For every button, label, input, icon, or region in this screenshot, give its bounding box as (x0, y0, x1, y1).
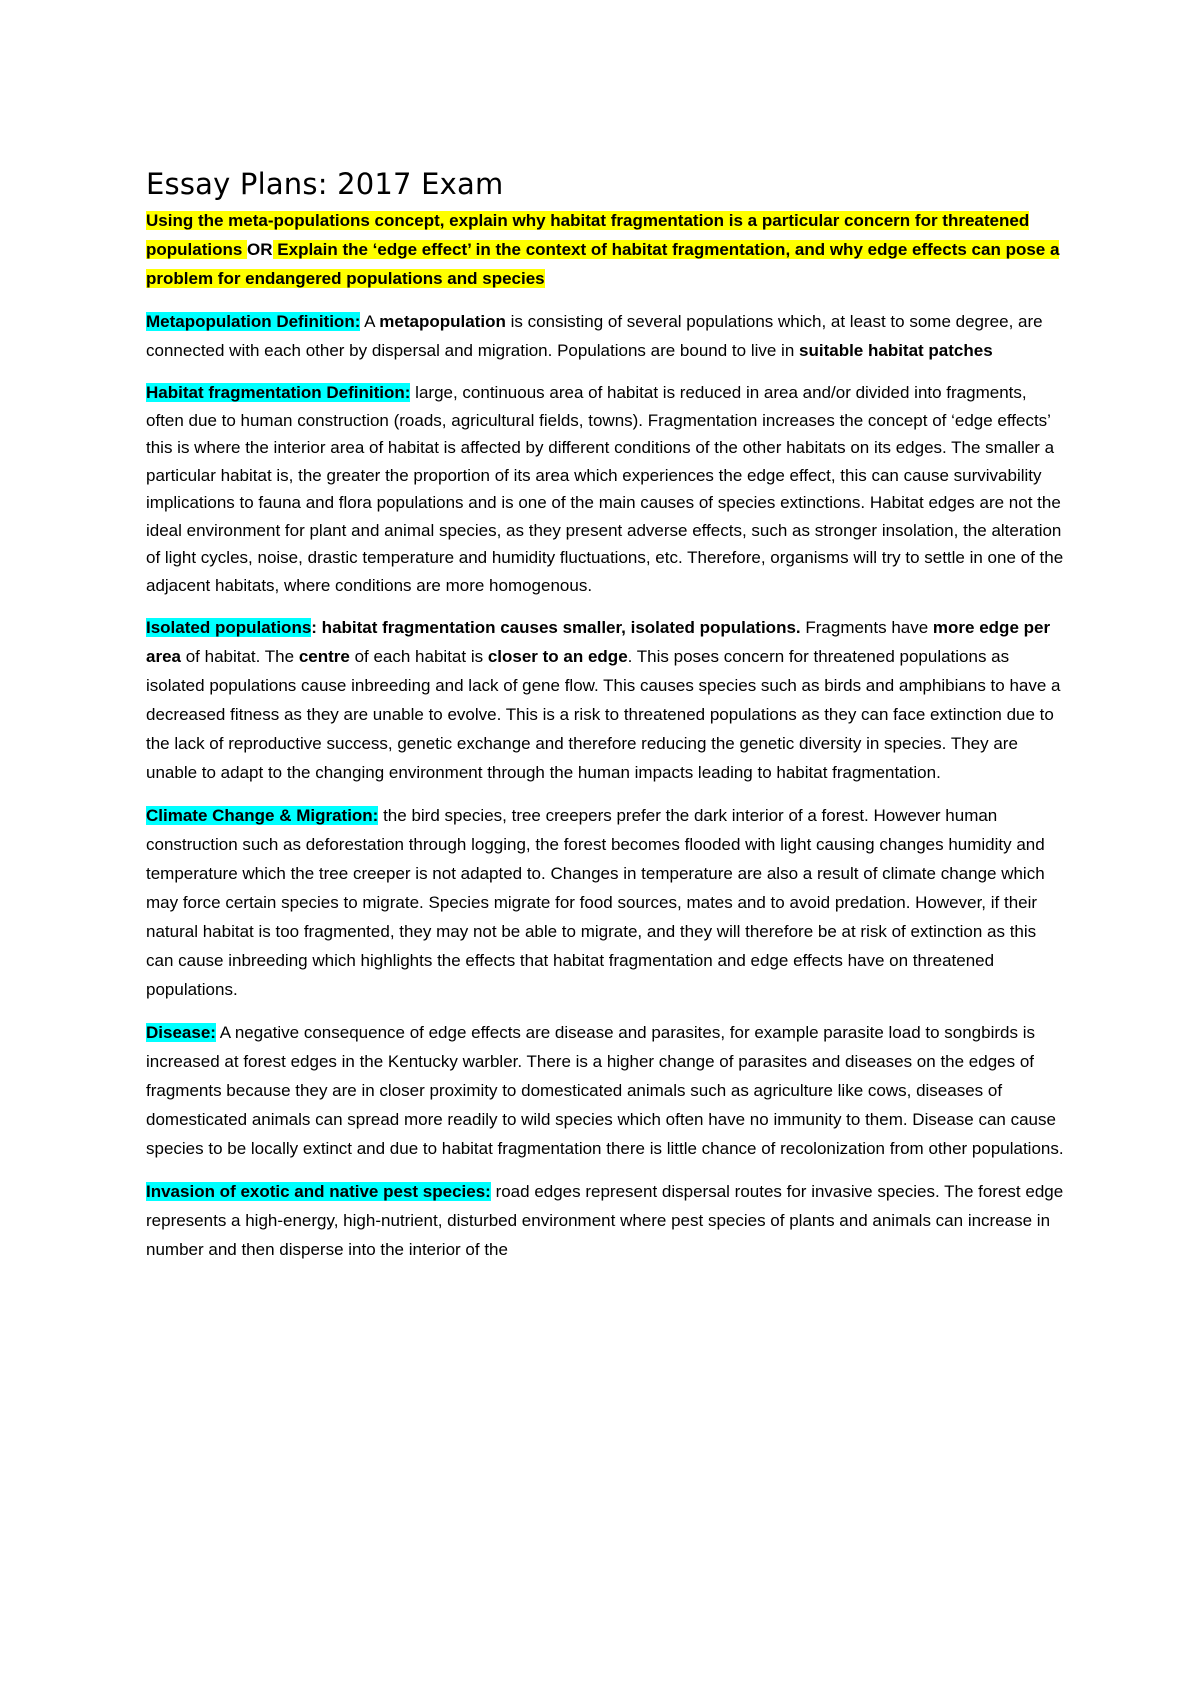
isolated-bold-2: more edge per area (146, 618, 1051, 667)
isolated-heading: Isolated populations (146, 618, 312, 638)
climate-text: the bird species, tree creepers prefer the dark interior of a forest. However human construction such as deforestation through logging, the forest becomes flooded with light causing changes humidity and temperature which the tree creeper is not adapted to. Changes in temperature are also a result of climate change which may force certain species to migrate. Species migrate for food sources, mates and to avoid predation. However, if their natural habitat is too fragmented, they may not be able to migrate, and they will therefore be at risk of extinction as this can cause inbreeding which highlights the effects that habitat fragmentation and edge effects have on threatened populations. (146, 806, 1045, 1000)
metapopulation-bold-2: suitable habitat patches (799, 341, 993, 361)
question-part1: Using the meta-populations concept, explain why habitat fragmentation is a particular concern for threatened populations (146, 211, 1030, 260)
fragmentation-paragraph (146, 379, 1066, 599)
disease-heading: Disease: (146, 1023, 216, 1043)
document-page (146, 166, 1066, 1278)
essay-question (146, 206, 1066, 293)
metapopulation-text-1: A (360, 312, 380, 332)
climate-heading: Climate Change & Migration: (146, 806, 379, 826)
metapopulation-paragraph (146, 307, 1066, 365)
question-or: OR (247, 240, 273, 260)
isolated-paragraph (146, 613, 1066, 787)
isolated-bold-4: closer to an edge (487, 647, 628, 667)
isolated-text-2: of habitat. The (180, 647, 299, 667)
metapopulation-bold-1: metapopulation (379, 312, 506, 332)
invasion-text: road edges represent dispersal routes for invasive species. The forest edge represents a high-energy, high-nutrient, disturbed environment where pest species of plants and animals can increase in number and then disperse into the interior of the (146, 1182, 1064, 1260)
invasion-heading: Invasion of exotic and native pest species: (146, 1182, 491, 1202)
fragmentation-heading: Habitat fragmentation Definition: (146, 383, 411, 403)
isolated-text-4: . This poses concern for threatened populations as isolated populations cause inbreeding and lack of gene flow. This causes species such as birds and amphibians to have a decreased fitness as they are unable to evolve. This is a risk to threatened populations as they can face extinction due to the lack of reproductive success, genetic exchange and therefore reducing the genetic diversity in species. They are unable to adapt to the changing environment through the human impacts leading to habitat fragmentation. (146, 647, 1061, 783)
question-part2: Explain the ‘edge effect’ in the context of habitat fragmentation, and why edge effects can pose a problem for endangered populations and species (146, 240, 1060, 289)
invasion-paragraph (146, 1177, 1066, 1264)
disease-text: A negative consequence of edge effects are disease and parasites, for example parasite load to songbirds is increased at forest edges in the Kentucky warbler. There is a higher change of parasites and diseases on the edges of fragments because they are in closer proximity to domesticated animals such as agriculture like cows, diseases of domesticated animals can spread more readily to wild species which often have no immunity to them. Disease can cause species to be locally extinct and due to habitat fragmentation there is little chance of recolonization from other populations. (146, 1023, 1064, 1159)
disease-paragraph (146, 1018, 1066, 1163)
document-title: Essay Plans: 2017 Exam (146, 167, 504, 201)
isolated-text-3: of each habitat is (349, 647, 488, 667)
isolated-bold-1: : habitat fragmentation causes smaller, isolated populations. (311, 618, 801, 638)
fragmentation-text: large, continuous area of habitat is reduced in area and/or divided into fragments, often due to human construction (roads, agricultural fields, towns). Fragmentation increases the concept of ‘edge effects’ this is where the interior area of habitat is affected by different conditions of the other habitats on its edges. The smaller a particular habitat is, the greater the proportion of its area which experiences the edge effect, this can cause survivability implications to fauna and flora populations and is one of the main causes of species extinctions. Habitat edges are not the ideal environment for plant and animal species, as they present adverse effects, such as stronger insolation, the alteration of light cycles, noise, drastic temperature and humidity fluctuations, etc. Therefore, organisms will try to settle in one of the adjacent habitats, where conditions are more homogenous. (146, 383, 1064, 595)
isolated-bold-3: centre (298, 647, 350, 667)
climate-paragraph (146, 801, 1066, 1004)
metapopulation-heading: Metapopulation Definition: (146, 312, 361, 332)
metapopulation-text-2: is consisting of several populations which, at least to some degree, are connected with each other by dispersal and migration. Populations are bound to live in (146, 312, 1043, 361)
isolated-text-1: Fragments have (800, 618, 933, 638)
